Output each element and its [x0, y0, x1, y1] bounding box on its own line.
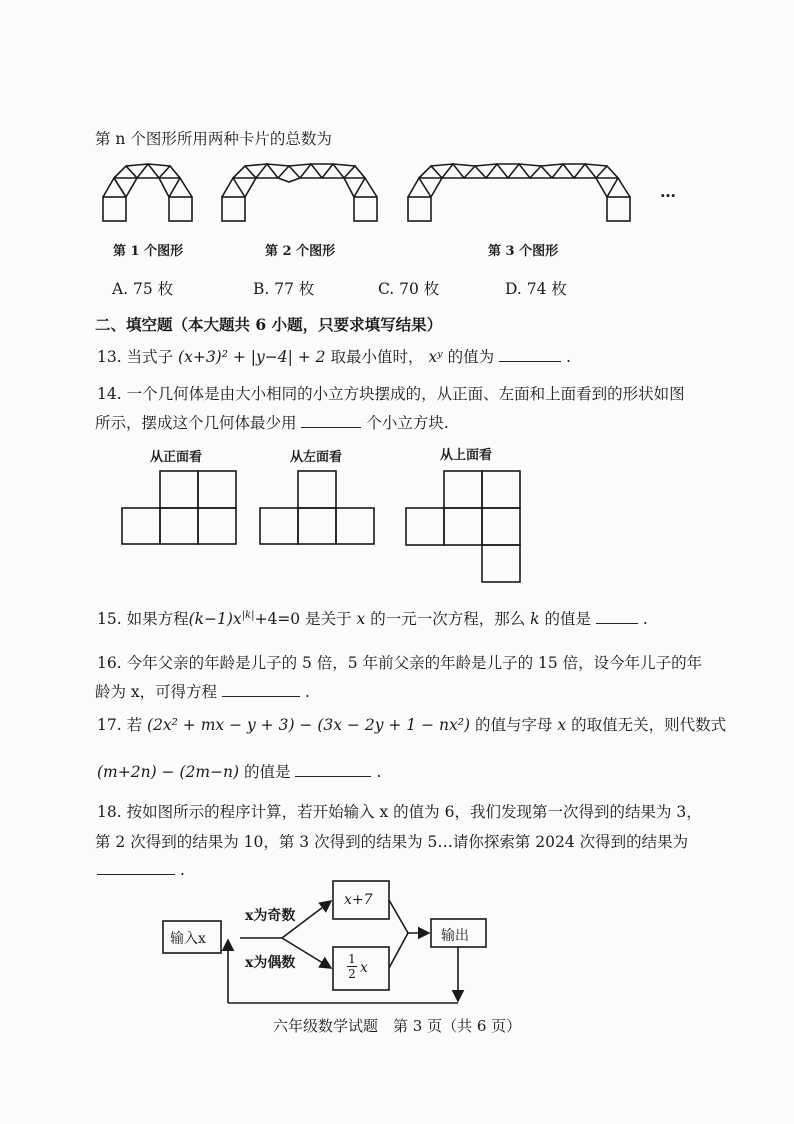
q14-line2b: 个小立方块.: [366, 414, 449, 432]
q13-text-a: 当式子: [126, 348, 174, 366]
q13-number: 13.: [97, 348, 122, 366]
q14-line2a: 所示，摆成这个几何体最少用: [95, 414, 297, 432]
q17-text-a: 17. 若: [97, 716, 143, 734]
flow-even-box-var: x: [360, 960, 368, 976]
q16-line1: 16. 今年父亲的年龄是儿子的 5 倍，5 年前父亲的年龄是儿子的 15 倍，设今年儿子的年: [97, 654, 703, 672]
intro-line: 第 n 个图形所用两种卡片的总数为: [95, 130, 332, 148]
fig2-label: 第 2 个图形: [265, 244, 336, 259]
q13-xy: xʸ: [428, 348, 443, 366]
flow-even-box-fraction: [347, 952, 357, 981]
q15-end: .: [642, 610, 648, 628]
q15-expression: (k−1)x: [188, 610, 242, 628]
q13-text-c: 的值为: [447, 348, 495, 366]
option-c: C. 70 枚: [378, 280, 440, 298]
q15-exponent: |k|: [241, 609, 255, 621]
q15-text-d: 的值是: [544, 610, 592, 628]
option-d: D. 74 枚: [505, 280, 567, 298]
option-a: A. 75 枚: [112, 280, 174, 298]
q13-expression: (x+3)² + |y−4| + 2: [178, 348, 326, 366]
q14-line1: 14. 一个几何体是由大小相同的小立方块摆成的，从正面、左面和上面看到的形状如图: [97, 385, 685, 403]
fig1-label: 第 1 个图形: [113, 244, 184, 259]
q17-text-b: 的值与字母: [474, 716, 553, 734]
q17-text-c: 的取值无关，则代数式: [571, 716, 727, 734]
fig3-label: 第 3 个图形: [488, 244, 559, 259]
q17-text-d: 的值是: [244, 763, 291, 781]
page-footer: 六年级数学试题 第 3 页（共 6 页）: [273, 1017, 522, 1035]
option-b: B. 77 枚: [253, 280, 315, 298]
flow-even-label: x为偶数: [245, 955, 296, 971]
q17-end: .: [376, 763, 382, 781]
flow-input-label: 输入x: [170, 931, 206, 947]
q15-k: k: [530, 610, 540, 628]
view-left-label: 从左面看: [290, 450, 343, 465]
section-title: 二、填空题（本大题共 6 小题，只要求填写结果）: [95, 315, 443, 334]
q15-text-b: +4=0 是关于: [254, 610, 352, 628]
q16-end: .: [305, 683, 310, 701]
q15-text-a: 15. 如果方程: [97, 610, 189, 628]
q13-end: .: [566, 348, 571, 366]
q17-expression: (2x² + mx − y + 3) − (3x − 2y + 1 − nx²): [147, 716, 470, 734]
q18-end: .: [179, 861, 185, 879]
q17-x: x: [557, 716, 567, 734]
q18-line1: 18. 按如图所示的程序计算，若开始输入 x 的值为 6，我们发现第一次得到的结果为 3，: [97, 803, 702, 821]
q16-line2: 龄为 x，可得方程: [95, 683, 218, 701]
view-top-label: 从上面看: [440, 448, 493, 463]
pattern-ellipsis: …: [660, 182, 676, 201]
flow-odd-box-label: x+7: [344, 892, 373, 908]
q17-expression2: (m+2n) − (2m−n): [97, 763, 240, 781]
q15-text-c: 的一元一次方程，那么: [370, 610, 526, 628]
q18-line2: 第 2 次得到的结果为 10，第 3 次得到的结果为 5…请你探索第 2024 次得到的结果为: [95, 833, 689, 851]
q13-text-b: 取最小值时，: [330, 348, 424, 366]
flow-fraction-denominator: 2: [348, 967, 356, 981]
view-front-label: 从正面看: [150, 450, 203, 465]
q15-x: x: [356, 610, 366, 628]
flow-odd-label: x为奇数: [245, 908, 296, 924]
flow-output-label: 输出: [441, 928, 469, 944]
flow-fraction-numerator: 1: [348, 952, 356, 966]
